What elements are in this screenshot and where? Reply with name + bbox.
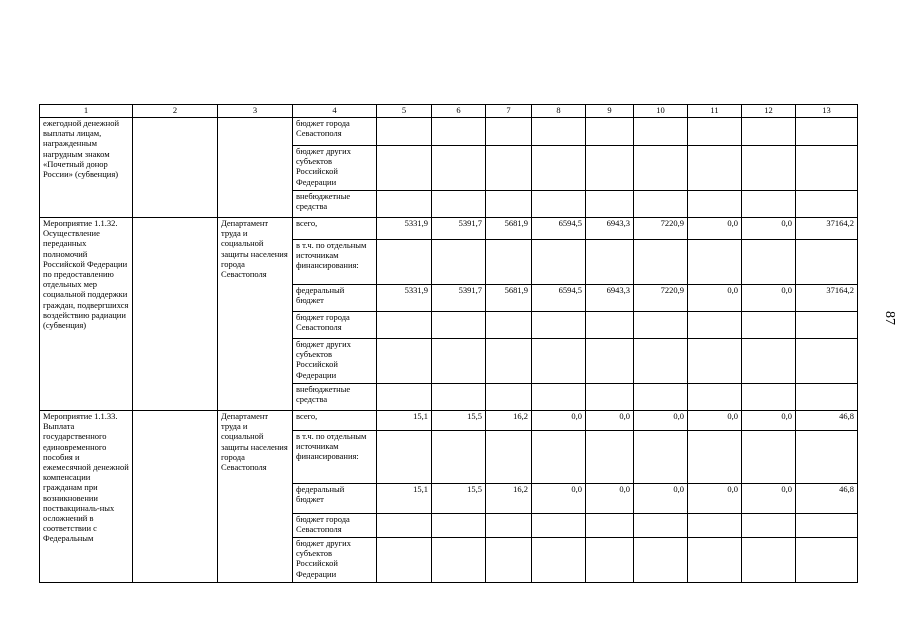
value-cell — [634, 191, 688, 218]
value-cell — [742, 339, 796, 384]
value-cell — [688, 431, 742, 484]
header-cell: 2 — [133, 105, 218, 118]
value-cell — [432, 514, 486, 538]
value-cell — [742, 191, 796, 218]
value-cell — [532, 240, 586, 285]
value-cell — [586, 514, 634, 538]
value-cell — [586, 538, 634, 583]
value-cell: 5331,9 — [377, 218, 432, 240]
value-cell: 0,0 — [532, 411, 586, 431]
value-cell — [586, 240, 634, 285]
header-cell: 8 — [532, 105, 586, 118]
header-cell: 1 — [40, 105, 133, 118]
value-cell: 0,0 — [688, 411, 742, 431]
value-cell — [532, 538, 586, 583]
value-cell — [634, 538, 688, 583]
value-cell — [432, 538, 486, 583]
value-cell — [742, 538, 796, 583]
empty-cell — [133, 411, 218, 583]
value-cell — [586, 384, 634, 411]
value-cell — [796, 118, 858, 146]
value-cell — [796, 538, 858, 583]
value-cell: 0,0 — [532, 484, 586, 514]
value-cell — [532, 118, 586, 146]
value-cell — [742, 312, 796, 339]
funding-source-cell: всего, — [293, 218, 377, 240]
value-cell: 0,0 — [742, 484, 796, 514]
value-cell — [634, 514, 688, 538]
value-cell — [796, 339, 858, 384]
header-cell: 10 — [634, 105, 688, 118]
value-cell: 0,0 — [742, 285, 796, 312]
value-cell — [634, 384, 688, 411]
header-cell: 3 — [218, 105, 293, 118]
value-cell: 0,0 — [688, 484, 742, 514]
value-cell: 0,0 — [634, 411, 688, 431]
value-cell — [377, 339, 432, 384]
value-cell — [377, 384, 432, 411]
funding-source-cell: в т.ч. по отдельным источникам финансирования: — [293, 431, 377, 484]
funding-source-cell: федеральный бюджет — [293, 285, 377, 312]
value-cell: 16,2 — [486, 484, 532, 514]
value-cell — [532, 339, 586, 384]
value-cell — [742, 514, 796, 538]
value-cell — [634, 339, 688, 384]
header-row — [40, 105, 858, 118]
value-cell: 37164,2 — [796, 218, 858, 240]
value-cell: 15,1 — [377, 484, 432, 514]
value-cell: 7220,9 — [634, 285, 688, 312]
value-cell: 6594,5 — [532, 285, 586, 312]
table-row — [40, 218, 858, 240]
header-cell: 6 — [432, 105, 486, 118]
value-cell — [742, 118, 796, 146]
value-cell: 6943,3 — [586, 285, 634, 312]
value-cell — [532, 146, 586, 191]
value-cell — [586, 431, 634, 484]
value-cell: 0,0 — [688, 285, 742, 312]
value-cell: 15,1 — [377, 411, 432, 431]
header-cell: 12 — [742, 105, 796, 118]
value-cell — [796, 312, 858, 339]
value-cell: 0,0 — [586, 484, 634, 514]
header-cell: 5 — [377, 105, 432, 118]
value-cell — [377, 514, 432, 538]
value-cell — [742, 384, 796, 411]
value-cell: 46,8 — [796, 411, 858, 431]
value-cell — [742, 146, 796, 191]
value-cell: 0,0 — [586, 411, 634, 431]
value-cell — [634, 312, 688, 339]
executor-cell — [218, 118, 293, 218]
value-cell — [796, 146, 858, 191]
value-cell: 5331,9 — [377, 285, 432, 312]
value-cell — [486, 191, 532, 218]
value-cell — [688, 240, 742, 285]
value-cell — [432, 384, 486, 411]
header-cell: 7 — [486, 105, 532, 118]
value-cell: 16,2 — [486, 411, 532, 431]
value-cell — [486, 146, 532, 191]
value-cell — [586, 339, 634, 384]
value-cell — [796, 384, 858, 411]
value-cell — [486, 240, 532, 285]
empty-cell — [133, 118, 218, 218]
header-cell: 9 — [586, 105, 634, 118]
value-cell — [796, 191, 858, 218]
value-cell: 7220,9 — [634, 218, 688, 240]
value-cell — [377, 538, 432, 583]
funding-source-cell: бюджет других субъектов Российской Федерации — [293, 339, 377, 384]
value-cell — [532, 384, 586, 411]
measure-name-cell: Мероприятие 1.1.33. Выплата государственного единовременного пособия и ежемесячной денежной компенсации гражданам при возникновении поствакциналь-ных осложнений в соответствии с Федеральным — [40, 411, 133, 583]
header-cell: 4 — [293, 105, 377, 118]
value-cell: 6594,5 — [532, 218, 586, 240]
value-cell — [688, 118, 742, 146]
value-cell — [634, 146, 688, 191]
value-cell: 0,0 — [742, 411, 796, 431]
table-row — [40, 118, 858, 146]
value-cell — [532, 514, 586, 538]
measure-name-cell: Мероприятие 1.1.32. Осуществление переданных полномочий Российской Федерации по предоставлению отдельных мер социальной поддержки граждан, подвергшихся воздействию радиации (субвенция) — [40, 218, 133, 411]
value-cell: 0,0 — [634, 484, 688, 514]
value-cell — [796, 431, 858, 484]
value-cell — [377, 431, 432, 484]
table-row — [40, 411, 858, 431]
value-cell — [532, 191, 586, 218]
value-cell — [688, 384, 742, 411]
value-cell — [586, 312, 634, 339]
executor-cell: Департамент труда и социальной защиты населения города Севастополя — [218, 411, 293, 583]
value-cell — [377, 191, 432, 218]
funding-source-cell: в т.ч. по отдельным источникам финансирования: — [293, 240, 377, 285]
value-cell — [742, 240, 796, 285]
empty-cell — [133, 218, 218, 411]
value-cell — [634, 431, 688, 484]
value-cell — [377, 118, 432, 146]
value-cell: 5681,9 — [486, 218, 532, 240]
value-cell: 5681,9 — [486, 285, 532, 312]
value-cell — [688, 514, 742, 538]
value-cell — [432, 240, 486, 285]
value-cell — [486, 312, 532, 339]
value-cell — [486, 514, 532, 538]
funding-source-cell: бюджет города Севастополя — [293, 514, 377, 538]
value-cell: 6943,3 — [586, 218, 634, 240]
value-cell — [432, 146, 486, 191]
value-cell: 15,5 — [432, 484, 486, 514]
funding-source-cell: бюджет других субъектов Российской Федерации — [293, 146, 377, 191]
funding-source-cell: внебюджетные средства — [293, 191, 377, 218]
measure-name-cell: ежегодной денежной выплаты лицам, награжденным нагрудным знаком «Почетный донор России» (субвенция) — [40, 118, 133, 218]
funding-source-cell: федеральный бюджет — [293, 484, 377, 514]
value-cell: 46,8 — [796, 484, 858, 514]
value-cell — [486, 538, 532, 583]
page-number: 87 — [882, 311, 897, 325]
value-cell — [377, 240, 432, 285]
header-cell: 13 — [796, 105, 858, 118]
value-cell — [486, 431, 532, 484]
value-cell — [586, 118, 634, 146]
funding-source-cell: бюджет города Севастополя — [293, 312, 377, 339]
value-cell — [586, 191, 634, 218]
header-cell: 11 — [688, 105, 742, 118]
value-cell: 15,5 — [432, 411, 486, 431]
value-cell — [432, 431, 486, 484]
value-cell — [532, 431, 586, 484]
value-cell: 0,0 — [688, 218, 742, 240]
value-cell — [486, 339, 532, 384]
value-cell — [377, 312, 432, 339]
value-cell — [742, 431, 796, 484]
funding-source-cell: всего, — [293, 411, 377, 431]
value-cell — [796, 240, 858, 285]
value-cell — [432, 312, 486, 339]
value-cell — [486, 384, 532, 411]
value-cell: 0,0 — [742, 218, 796, 240]
value-cell — [688, 191, 742, 218]
value-cell — [634, 240, 688, 285]
value-cell — [688, 339, 742, 384]
value-cell — [532, 312, 586, 339]
value-cell — [432, 191, 486, 218]
value-cell — [634, 118, 688, 146]
value-cell: 37164,2 — [796, 285, 858, 312]
value-cell — [486, 118, 532, 146]
value-cell — [377, 146, 432, 191]
budget-table — [39, 104, 858, 583]
funding-source-cell: бюджет города Севастополя — [293, 118, 377, 146]
value-cell — [796, 514, 858, 538]
value-cell: 5391,7 — [432, 285, 486, 312]
value-cell — [586, 146, 634, 191]
value-cell — [688, 146, 742, 191]
funding-source-cell: бюджет других субъектов Российской Федерации — [293, 538, 377, 583]
value-cell: 5391,7 — [432, 218, 486, 240]
value-cell — [688, 312, 742, 339]
value-cell — [432, 339, 486, 384]
executor-cell: Департамент труда и социальной защиты населения города Севастополя — [218, 218, 293, 411]
value-cell — [432, 118, 486, 146]
funding-source-cell: внебюджетные средства — [293, 384, 377, 411]
value-cell — [688, 538, 742, 583]
